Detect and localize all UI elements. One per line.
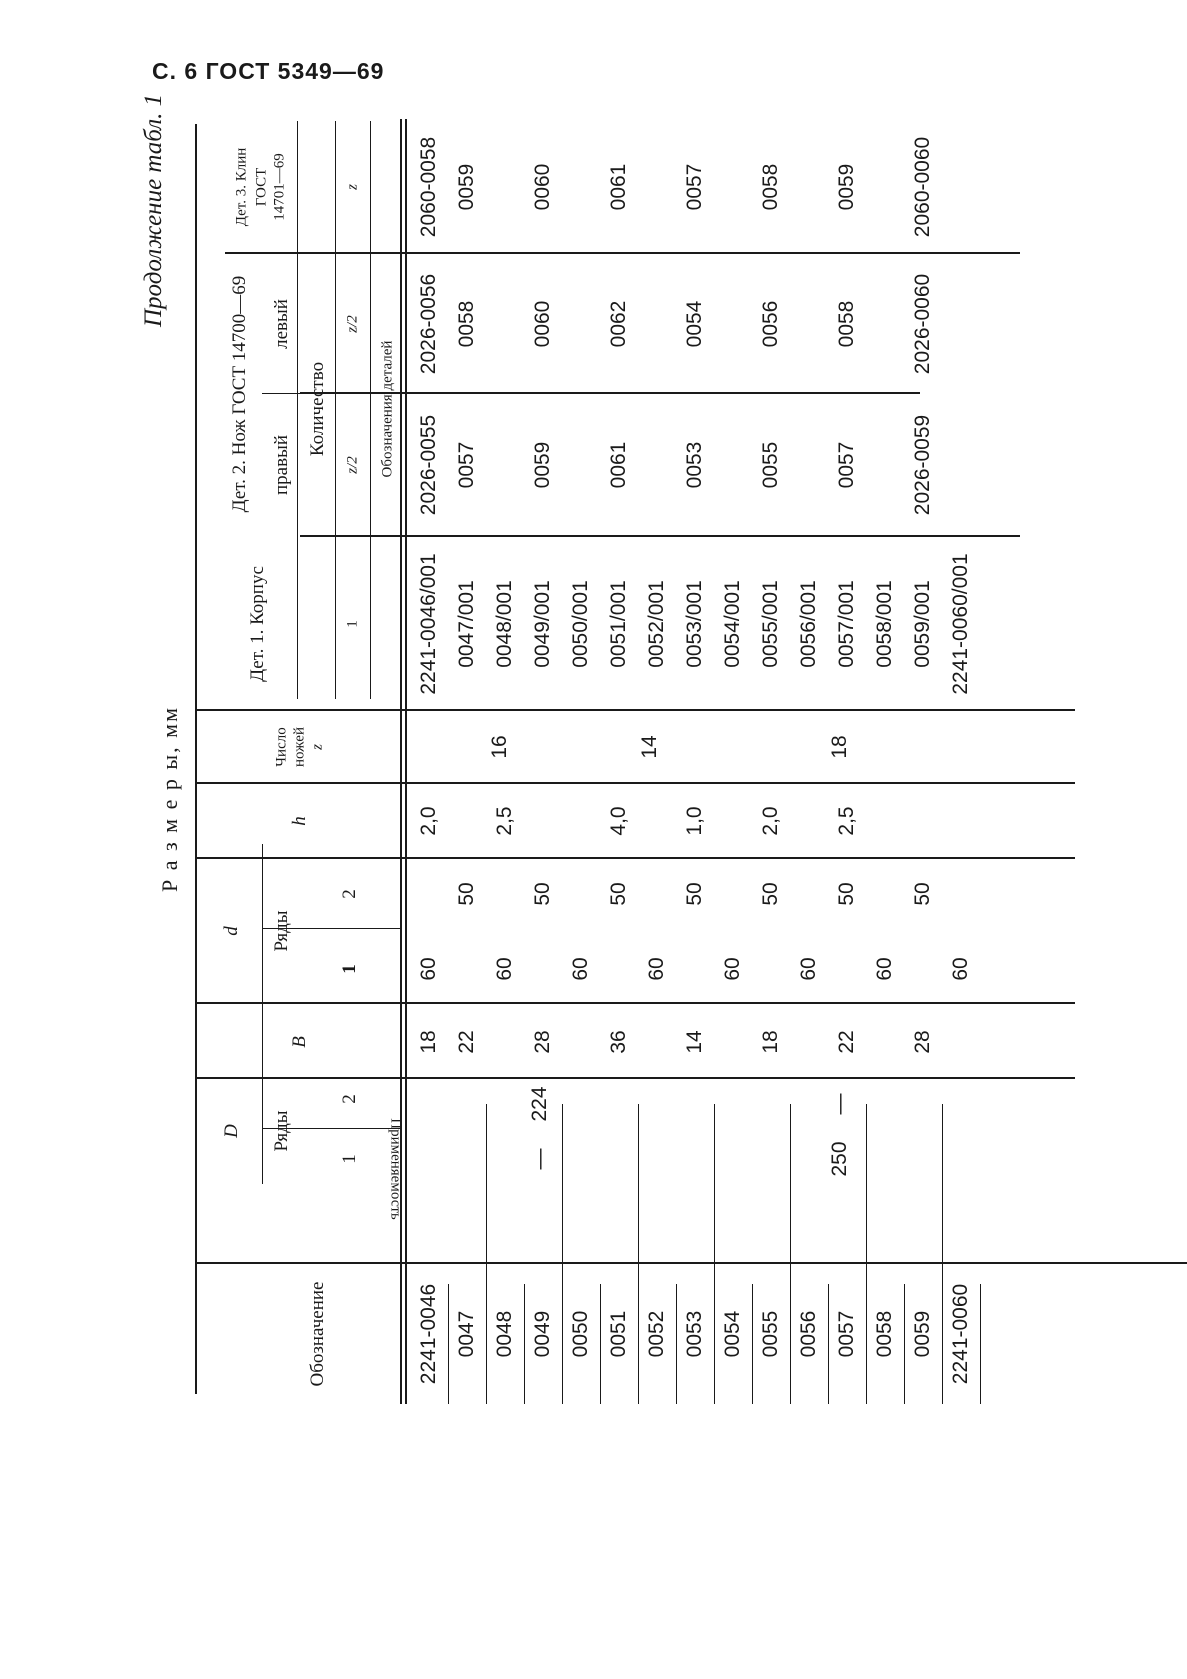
- cell-left: 0062: [607, 300, 630, 348]
- cell-h: 2,5: [835, 806, 858, 836]
- cell-klin: 0057: [683, 163, 706, 211]
- cell-h: 1,0: [683, 806, 706, 836]
- D-row1-dash: —: [528, 1148, 551, 1170]
- cell-B: 22: [455, 1030, 478, 1054]
- cell-left: 0056: [759, 300, 782, 348]
- cell-designation: 2241-0060: [949, 1283, 972, 1385]
- cell-right: 2026-0059: [911, 414, 934, 516]
- cell-B: 14: [683, 1030, 706, 1054]
- cell-klin: 0061: [607, 163, 630, 211]
- header-qty-right: z/2: [344, 456, 361, 474]
- row-separator: [828, 1284, 829, 1404]
- D-row1-value: 250: [828, 1141, 851, 1177]
- cell-right: 0057: [835, 441, 858, 489]
- header-D-row2: 2: [339, 1094, 360, 1104]
- cell-det1: 2241-0060/001: [949, 553, 972, 695]
- header-d-row2: 2: [339, 889, 360, 899]
- cell-right: 2026-0055: [417, 414, 440, 516]
- cell-designation: 0056: [797, 1310, 820, 1358]
- col-sep-5: [195, 782, 1075, 784]
- header-det3-line2: ГОСТ: [253, 167, 270, 207]
- cell-det1: 0047/001: [455, 580, 478, 668]
- cell-d2: 50: [911, 882, 934, 906]
- header-quantity: Количество: [307, 361, 328, 457]
- header-z-line3: z: [309, 744, 326, 750]
- z-18: 18: [828, 735, 851, 759]
- cell-det1: 2241-0046/001: [417, 553, 440, 695]
- cell-right: 0055: [759, 441, 782, 489]
- cell-klin: 0059: [455, 163, 478, 211]
- cell-klin: 0059: [835, 163, 858, 211]
- cell-designation: 0057: [835, 1310, 858, 1358]
- header-parts-designation: Обозначения деталей: [379, 340, 396, 478]
- cell-designation: 0050: [569, 1310, 592, 1358]
- cell-d1: 60: [569, 957, 592, 981]
- D-row2-dash: —: [828, 1093, 851, 1115]
- header-qty-det1: 1: [344, 620, 361, 628]
- row-separator: [676, 1284, 677, 1404]
- header-det2: Дет. 2. Нож ГОСТ 14700—69: [229, 275, 250, 513]
- cell-d2: 50: [683, 882, 706, 906]
- header-D: D: [221, 1124, 242, 1138]
- cell-B: 36: [607, 1030, 630, 1054]
- cell-d1: 60: [493, 957, 516, 981]
- header-D-row1: 1: [339, 1154, 360, 1164]
- table-rule-top: [195, 124, 197, 1394]
- col-sep-6: [195, 709, 1075, 711]
- cell-B: 22: [835, 1030, 858, 1054]
- header-z-line2: ножей: [291, 726, 308, 768]
- header-z-line1: Число: [273, 727, 290, 767]
- header-dimensions: Р а з м е р ы, мм: [157, 705, 182, 893]
- cell-B: 18: [759, 1030, 782, 1054]
- header-h: h: [289, 816, 310, 826]
- header-qty-left: z/2: [344, 315, 361, 333]
- cell-d2: 50: [607, 882, 630, 906]
- cell-h: 2,0: [759, 806, 782, 836]
- z-14: 14: [638, 735, 661, 759]
- cell-right: 0053: [683, 441, 706, 489]
- row-separator: [562, 1104, 563, 1404]
- cell-designation: 0052: [645, 1310, 668, 1358]
- cell-h: 2,5: [493, 806, 516, 836]
- cell-right: 0061: [607, 441, 630, 489]
- cell-det1: 0055/001: [759, 580, 782, 668]
- header-det2-right: правый: [271, 434, 292, 496]
- cell-designation: 0048: [493, 1310, 516, 1358]
- cell-det1: 0059/001: [911, 580, 934, 668]
- cell-d1: 60: [949, 957, 972, 981]
- cell-designation: 0055: [759, 1310, 782, 1358]
- cell-det1: 0049/001: [531, 580, 554, 668]
- table-rule-det: [297, 121, 298, 699]
- cell-d1: 60: [721, 957, 744, 981]
- cell-designation: 2241-0046: [417, 1283, 440, 1385]
- row-separator: [790, 1104, 791, 1404]
- col-sep-1: [195, 1262, 1187, 1264]
- cell-det1: 0051/001: [607, 580, 630, 668]
- cell-left: 0060: [531, 300, 554, 348]
- cell-det1: 0058/001: [873, 580, 896, 668]
- cell-det1: 0053/001: [683, 580, 706, 668]
- row-separator: [714, 1104, 715, 1404]
- row-separator: [486, 1104, 487, 1404]
- row-separator: [980, 1284, 981, 1404]
- table-caption: Продолжение табл. 1: [140, 93, 167, 327]
- row-separator: [942, 1104, 943, 1404]
- header-det3-line1: Дет. 3. Клин: [233, 147, 250, 227]
- table-rule-ryady2: [262, 844, 263, 1009]
- cell-designation: 0053: [683, 1310, 706, 1358]
- header-d-rows: Ряды: [271, 910, 292, 952]
- table-rule-qty: [335, 121, 336, 699]
- row-separator: [638, 1104, 639, 1404]
- cell-klin: 2060-0060: [911, 136, 934, 238]
- cell-B: 28: [911, 1030, 934, 1054]
- page-header: С. 6 ГОСТ 5349—69: [152, 58, 385, 84]
- row-separator: [866, 1104, 867, 1404]
- cell-right: 0057: [455, 441, 478, 489]
- z-16: 16: [488, 735, 511, 759]
- row-separator: [904, 1284, 905, 1404]
- col-sep-4: [195, 857, 1075, 859]
- cell-det1: 0056/001: [797, 580, 820, 668]
- cell-left: 0054: [683, 300, 706, 348]
- cell-det1: 0054/001: [721, 580, 744, 668]
- row-separator: [600, 1284, 601, 1404]
- cell-designation: 0059: [911, 1310, 934, 1358]
- cell-d2: 50: [531, 882, 554, 906]
- cell-h: 4,0: [607, 806, 630, 836]
- table-rule-qty2: [370, 121, 371, 699]
- cell-designation: 0047: [455, 1310, 478, 1358]
- header-d: d: [221, 926, 242, 936]
- cell-B: 28: [531, 1030, 554, 1054]
- header-B: B: [289, 1036, 310, 1048]
- cell-designation: 0058: [873, 1310, 896, 1358]
- cell-d1: 60: [873, 957, 896, 981]
- cell-d2: 50: [835, 882, 858, 906]
- header-det1: Дет. 1. Корпус: [247, 566, 268, 682]
- header-qty-det3: z: [344, 184, 361, 190]
- header-D-rows: Ряды: [271, 1110, 292, 1152]
- col-sep-3: [195, 1002, 1075, 1004]
- cell-d2: 50: [455, 882, 478, 906]
- D-row2-value: 224: [528, 1086, 551, 1122]
- cell-left: 2026-0056: [417, 273, 440, 375]
- cell-designation: 0054: [721, 1310, 744, 1358]
- cell-right: 0059: [531, 441, 554, 489]
- col-sep-7: [300, 535, 1020, 537]
- cell-designation: 0049: [531, 1310, 554, 1358]
- header-det2-left: левый: [271, 299, 292, 349]
- cell-left: 0058: [835, 300, 858, 348]
- cell-klin: 2060-0058: [417, 136, 440, 238]
- cell-d1: 60: [645, 957, 668, 981]
- cell-det1: 0048/001: [493, 580, 516, 668]
- cell-det1: 0052/001: [645, 580, 668, 668]
- row-separator: [524, 1284, 525, 1404]
- header-applicability: Применяемость: [387, 1118, 404, 1220]
- row-separator: [752, 1284, 753, 1404]
- cell-h: 2,0: [417, 806, 440, 836]
- cell-d1: 60: [797, 957, 820, 981]
- cell-left: 0058: [455, 300, 478, 348]
- cell-det1: 0057/001: [835, 580, 858, 668]
- col-sep-9: [225, 252, 1020, 254]
- header-det3-line3: 14701—69: [271, 153, 288, 221]
- cell-designation: 0051: [607, 1310, 630, 1358]
- header-designation: Обозначение: [307, 1281, 328, 1387]
- table-rule-header-double: [405, 119, 407, 1404]
- cell-det1: 0050/001: [569, 580, 592, 668]
- cell-B: 18: [417, 1030, 440, 1054]
- cell-klin: 0060: [531, 163, 554, 211]
- cell-klin: 0058: [759, 163, 782, 211]
- cell-left: 2026-0060: [911, 273, 934, 375]
- col-sep-2: [195, 1077, 1075, 1079]
- cell-d2: 50: [759, 882, 782, 906]
- row-separator: [448, 1284, 449, 1404]
- col-sep-det2: [262, 393, 302, 394]
- cell-d1: 60: [417, 957, 440, 981]
- header-d-row1: 1: [339, 964, 360, 974]
